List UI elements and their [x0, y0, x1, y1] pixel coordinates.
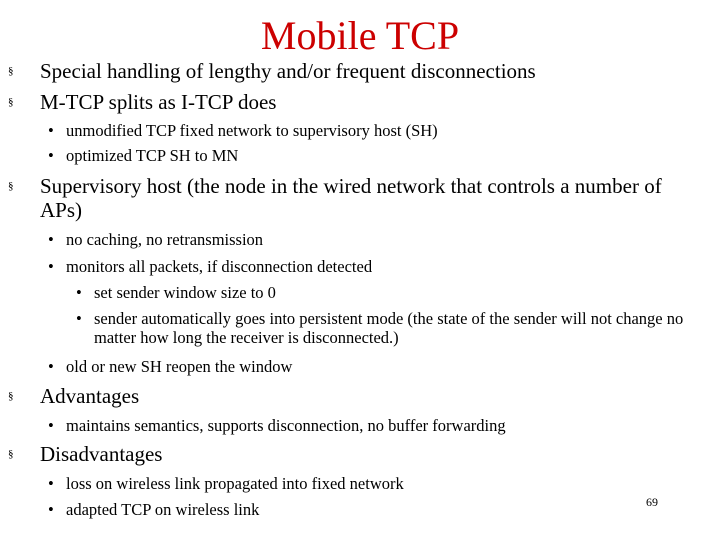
sub-bullet-item [48, 230, 688, 249]
sub-bullet-text: monitors all packets, if disconnection detected [66, 257, 373, 276]
dot-bullet-icon: • [48, 121, 54, 140]
sub-bullet-text: old or new SH reopen the window [66, 357, 293, 376]
sub-bullet-item [48, 474, 608, 493]
sub-sub-bullet-item [76, 283, 696, 302]
dot-bullet-icon: • [48, 500, 54, 519]
sub-sub-bullet-text: sender automatically goes into persistent mode (the state of the sender will not change no matter how long the receiver is disconnected.) [94, 309, 684, 347]
sub-bullet-text: adapted TCP on wireless link [66, 500, 260, 519]
sub-bullet-item [48, 121, 688, 140]
sub-sub-bullet-item [76, 309, 696, 347]
sub-bullet-text: maintains semantics, supports disconnection, no buffer forwarding [66, 416, 506, 435]
square-bullet-icon: § [8, 65, 14, 77]
sub-bullet-item [48, 500, 608, 519]
sub-sub-bullet-text: set sender window size to 0 [94, 283, 276, 302]
page-number: 69 [646, 495, 658, 509]
slide-title: Mobile TCP [260, 13, 460, 58]
square-bullet-icon: § [8, 390, 14, 402]
sub-bullet-item [48, 357, 688, 376]
bullet-item [8, 59, 708, 83]
bullet-item [8, 90, 708, 114]
sub-bullet-text: unmodified TCP fixed network to supervisory host (SH) [66, 121, 438, 140]
dot-bullet-icon: • [76, 309, 82, 328]
dot-bullet-icon: • [48, 230, 54, 249]
sub-bullet-item [48, 146, 688, 165]
bullet-text: Advantages [40, 384, 140, 408]
sub-bullet-item [48, 257, 688, 276]
sub-bullet-text: loss on wireless link propagated into fixed network [66, 474, 404, 493]
dot-bullet-icon: • [48, 257, 54, 276]
square-bullet-icon: § [8, 96, 14, 108]
bullet-text: Supervisory host (the node in the wired network that controls a number of APs) [40, 174, 662, 222]
bullet-item [8, 174, 668, 222]
bullet-text: Special handling of lengthy and/or frequent disconnections [40, 59, 536, 83]
bullet-text: M-TCP splits as I-TCP does [40, 90, 277, 114]
bullet-item [8, 442, 708, 466]
sub-bullet-item [48, 416, 688, 435]
bullet-text: Disadvantages [40, 442, 163, 466]
sub-bullet-text: no caching, no retransmission [66, 230, 264, 249]
sub-bullet-text: optimized TCP SH to MN [66, 146, 239, 165]
bullet-item [8, 384, 708, 408]
dot-bullet-icon: • [48, 357, 54, 376]
dot-bullet-icon: • [48, 146, 54, 165]
dot-bullet-icon: • [48, 416, 54, 435]
square-bullet-icon: § [8, 180, 14, 192]
dot-bullet-icon: • [48, 474, 54, 493]
dot-bullet-icon: • [76, 283, 82, 302]
square-bullet-icon: § [8, 448, 14, 460]
